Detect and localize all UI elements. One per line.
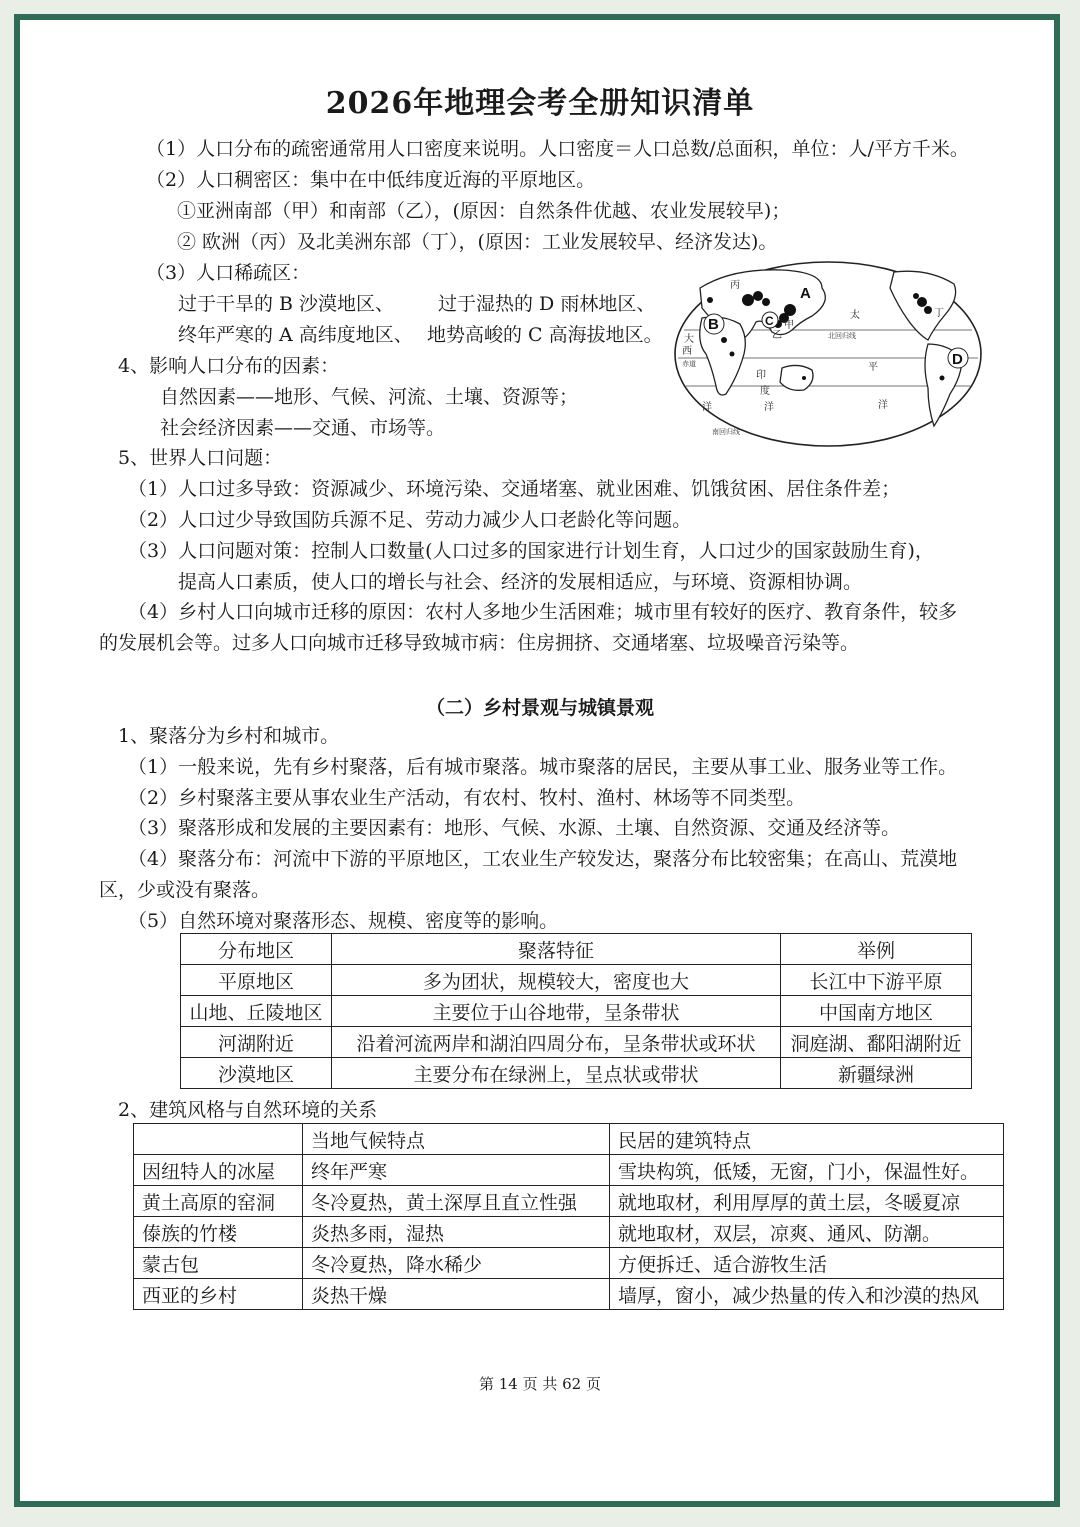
text-line: （4）聚落分布：河流中下游的平原地区，工农业生产较发达，聚落分布比较密集；在高山、荒漠地 [128,848,958,870]
text-line: （2）乡村聚落主要从事农业生产活动，有农村、牧村、渔村、林场等不同类型。 [128,787,806,809]
table-header-cell: 分布地区 [181,934,332,965]
architecture-table [133,1123,1004,1310]
map-label-d: D [952,351,963,368]
text-line: 自然因素——地形、气候、河流、土壤、资源等； [160,386,579,408]
table-header-cell: 当地气候特点 [303,1124,610,1155]
map-label-c: C [765,314,774,328]
text-line: （4）乡村人口向城市迁移的原因：农村人多地少生活困难；城市里有较好的医疗、教育条件，较多 [128,601,958,623]
table-header-cell: 聚落特征 [332,934,781,965]
table-row [134,1155,1004,1186]
table-row [181,1027,972,1058]
table-cell: 西亚的乡村 [134,1279,303,1310]
text-line: 区，少或没有聚落。 [99,879,271,901]
australia-shape [780,365,813,390]
table-row [134,1217,1004,1248]
text-line: 1、聚落分为乡村和城市。 [118,725,340,747]
table-cell: 长江中下游平原 [781,965,972,996]
text-line: ①亚洲南部（甲）和南部（乙），(原因：自然条件优越、农业发展较早)； [177,200,791,222]
table-header-cell [134,1124,303,1155]
text-line: （3）人口稀疏区： [146,262,311,284]
map-label-tai: 太 [850,310,860,321]
page-title-text: 2026年地理会考全册知识清单 [325,86,755,121]
table-row [134,1186,1004,1217]
map-label-du: 度 [760,386,770,397]
section-heading: （二）乡村景观与城镇景观 [425,697,654,719]
table-cell: 平原地区 [181,965,332,996]
text-line: （1）一般来说，先有乡村聚落，后有城市聚落。城市聚落的居民，主要从事工业、服务业等工作。 [128,756,958,778]
table-cell: 因纽特人的冰屋 [134,1155,303,1186]
table-header-row [134,1124,1004,1155]
settlement-table [180,933,972,1089]
text-line: 地势高峻的 C 高海拔地区。 [427,324,663,346]
table-cell: 主要分布在绿洲上，呈点状或带状 [332,1058,781,1089]
table-header-cell: 举例 [781,934,972,965]
table-cell: 洞庭湖、鄱阳湖附近 [781,1027,972,1058]
title-block [0,78,1080,122]
map-label-yang2: 洋 [878,400,888,411]
table-cell: 沿着河流两岸和湖泊四周分布，呈条带状或环状 [332,1027,781,1058]
text-line: （5）自然环境对聚落形态、规模、密度等的影响。 [128,910,559,932]
table-cell: 炎热多雨，湿热 [303,1217,610,1248]
table-cell: 沙漠地区 [181,1058,332,1089]
table-cell: 傣族的竹楼 [134,1217,303,1248]
table-row [134,1279,1004,1310]
map-label-yang3: 洋 [764,402,774,413]
text-line: ② 欧洲（丙）及北美洲东部（丁），(原因：工业发展较早、经济发达)。 [177,231,778,253]
page-footer: 第 14 页 共 62 页 [478,1375,601,1393]
text-line: 社会经济因素——交通、市场等。 [160,417,446,439]
table-cell: 山地、丘陵地区 [181,996,332,1027]
map-label-yin: 印 [756,370,766,381]
page-title [320,78,761,122]
map-label-ding: 丁 [934,308,944,319]
table-row [181,1058,972,1089]
map-label-xi: 西 [682,346,692,357]
table-cell: 冬冷夏热，降水稀少 [303,1248,610,1279]
table-header-cell: 民居的建筑特点 [610,1124,1004,1155]
text-line: 提高人口素质，使人口的增长与社会、经济的发展相适应，与环境、资源相协调。 [178,571,863,593]
map-label-equator: 赤道 [682,360,696,368]
map-label-yang1: 洋 [702,402,712,413]
world-population-map [672,258,984,450]
text-line: （1）人口过多导致：资源减少、环境污染、交通堵塞、就业困难、饥饿贫困、居住条件差； [128,478,901,500]
table-cell: 墙厚，窗小，减少热量的传入和沙漠的热风 [610,1279,1004,1310]
table-header-row [181,934,972,965]
text-line: 5、世界人口问题： [118,447,283,469]
text-line: 4、影响人口分布的因素： [118,355,340,377]
text-line: 过于湿热的 D 雨林地区、 [438,293,656,315]
text-line: （2）人口稠密区：集中在中低纬度近海的平原地区。 [146,169,596,191]
map-label-b: B [708,316,719,333]
text-line: 2、建筑风格与自然环境的关系 [118,1099,378,1121]
table-cell: 蒙古包 [134,1248,303,1279]
table-cell: 主要位于山谷地带，呈条带状 [332,996,781,1027]
table-row [134,1248,1004,1279]
text-line: （3）聚落形成和发展的主要因素有：地形、气候、水源、土壤、自然资源、交通及经济等。 [128,817,901,839]
map-label-bing: 丙 [730,280,740,291]
table-cell: 就地取材，双层，凉爽、通风、防潮。 [610,1217,1004,1248]
map-label-da: 大 [684,334,694,345]
text-line: 的发展机会等。过多人口向城市迁移导致城市病：住房拥挤、交通堵塞、垃圾噪音污染等。 [99,632,860,654]
map-label-yi: 乙 [772,330,782,341]
map-label-south-tropic: 南回归线 [712,428,740,436]
table-cell: 中国南方地区 [781,996,972,1027]
table-cell: 就地取材，利用厚厚的黄土层，冬暖夏凉 [610,1186,1004,1217]
table-row [181,996,972,1027]
table-cell: 河湖附近 [181,1027,332,1058]
table-cell: 黄土高原的窑洞 [134,1186,303,1217]
table-cell: 多为团状，规模较大，密度也大 [332,965,781,996]
map-label-ping: 平 [868,362,878,373]
text-line: （2）人口过少导致国防兵源不足、劳动力减少人口老龄化等问题。 [128,509,692,531]
table-cell: 方便拆迁、适合游牧生活 [610,1248,1004,1279]
map-label-north-tropic: 北回归线 [828,332,856,340]
table-cell: 炎热干燥 [303,1279,610,1310]
map-label-a: A [800,285,811,302]
table-row [181,965,972,996]
map-label-jia: 甲 [784,320,794,331]
table-cell: 新疆绿洲 [781,1058,972,1089]
text-line: 过于干旱的 B 沙漠地区、 [178,293,395,315]
text-line: （3）人口问题对策：控制人口数量(人口过多的国家进行计划生育，人口过少的国家鼓励生育)， [128,540,934,562]
table-cell: 雪块构筑，低矮，无窗，门小，保温性好。 [610,1155,1004,1186]
table-cell: 终年严寒 [303,1155,610,1186]
text-line: 终年严寒的 A 高纬度地区、 [178,324,413,346]
table-cell: 冬冷夏热，黄土深厚且直立性强 [303,1186,610,1217]
text-line: （1）人口分布的疏密通常用人口密度来说明。人口密度＝人口总数/总面积，单位：人/平方千米。 [146,138,969,160]
